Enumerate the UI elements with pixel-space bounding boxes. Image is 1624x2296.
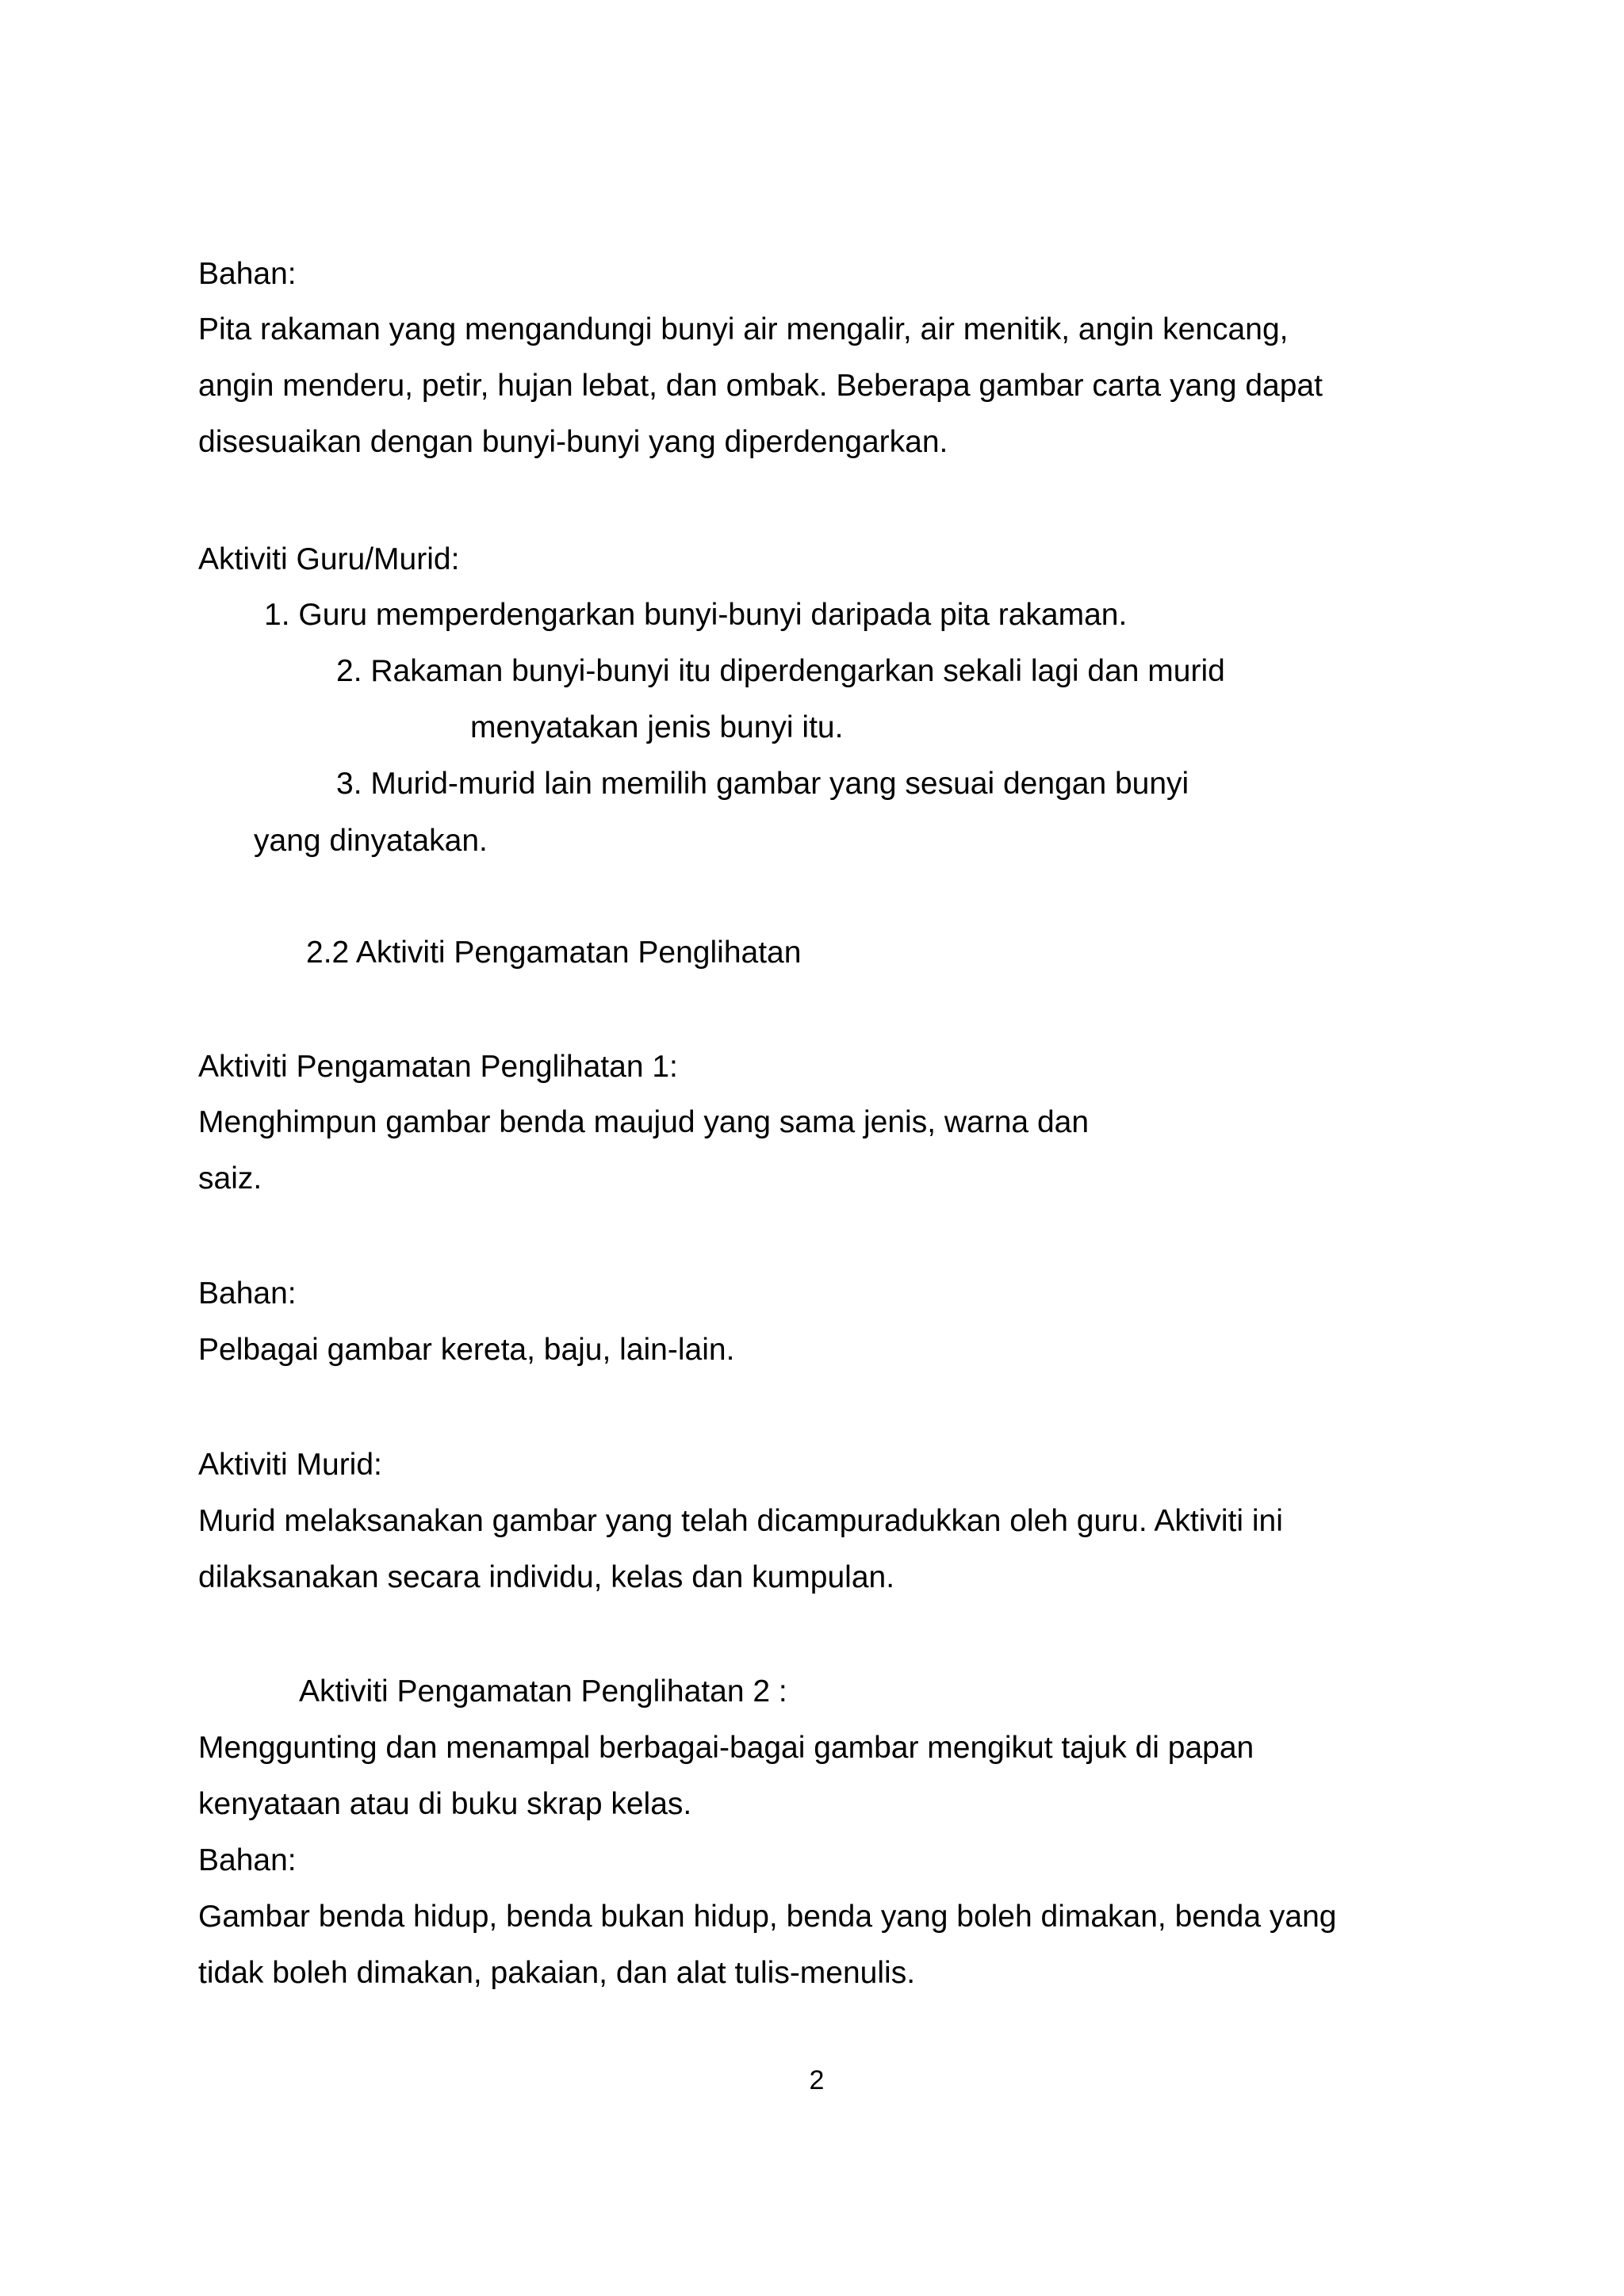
- section-heading: 2.2 Aktiviti Pengamatan Penglihatan: [306, 936, 802, 970]
- paragraph-line: saiz.: [198, 1161, 262, 1196]
- heading-aktiviti-1: Aktiviti Pengamatan Penglihatan 1:: [198, 1050, 678, 1084]
- paragraph-line: Murid melaksanakan gambar yang telah dicampuradukkan oleh guru. Aktiviti ini: [198, 1504, 1283, 1538]
- heading-bahan: Bahan:: [198, 1276, 297, 1311]
- paragraph-line: disesuaikan dengan bunyi-bunyi yang diperdengarkan.: [198, 425, 948, 459]
- paragraph-line: tidak boleh dimakan, pakaian, dan alat tulis-menulis.: [198, 1956, 916, 1990]
- heading-aktiviti-murid: Aktiviti Murid:: [198, 1448, 382, 1482]
- paragraph-line: Menghimpun gambar benda maujud yang sama jenis, warna dan: [198, 1105, 1090, 1139]
- paragraph-line: Menggunting dan menampal berbagai-bagai gambar mengikut tajuk di papan: [198, 1731, 1254, 1765]
- page-number: 2: [809, 2065, 825, 2095]
- heading-bahan: Bahan:: [198, 257, 297, 291]
- paragraph-line: Pita rakaman yang mengandungi bunyi air mengalir, air menitik, angin kencang,: [198, 312, 1289, 346]
- paragraph-line: Pelbagai gambar kereta, baju, lain-lain.: [198, 1333, 735, 1367]
- paragraph-line: angin menderu, petir, hujan lebat, dan ombak. Beberapa gambar carta yang dapat: [198, 369, 1323, 403]
- paragraph-line: kenyataan atau di buku skrap kelas.: [198, 1787, 692, 1821]
- list-item-1: 1. Guru memperdengarkan bunyi-bunyi daripada pita rakaman.: [264, 598, 1128, 632]
- paragraph-line: Gambar benda hidup, benda bukan hidup, benda yang boleh dimakan, benda yang: [198, 1900, 1337, 1934]
- heading-bahan: Bahan:: [198, 1843, 297, 1877]
- list-item-2: 2. Rakaman bunyi-bunyi itu diperdengarkan sekali lagi dan murid: [336, 654, 1225, 688]
- heading-aktiviti-guru-murid: Aktiviti Guru/Murid:: [198, 542, 460, 576]
- list-item-2-continuation: menyatakan jenis bunyi itu.: [470, 710, 844, 744]
- paragraph-line: dilaksanakan secara individu, kelas dan kumpulan.: [198, 1560, 895, 1594]
- list-item-3-continuation: yang dinyatakan.: [254, 824, 488, 858]
- heading-aktiviti-2: Aktiviti Pengamatan Penglihatan 2 :: [299, 1674, 787, 1709]
- list-item-3: 3. Murid-murid lain memilih gambar yang sesuai dengan bunyi: [336, 767, 1189, 801]
